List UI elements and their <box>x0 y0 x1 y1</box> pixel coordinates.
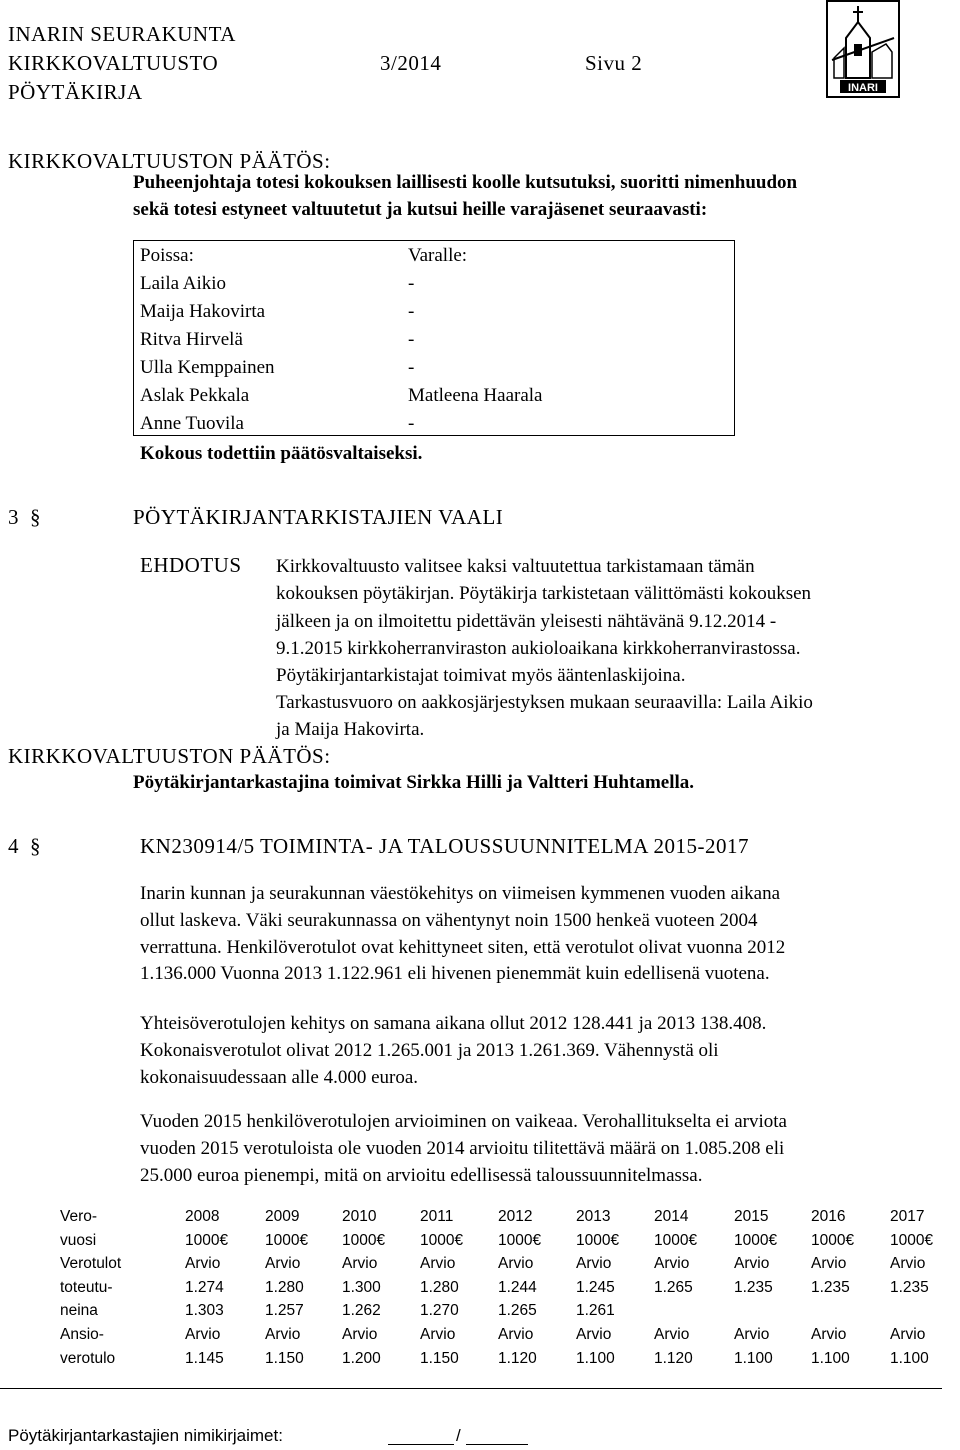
finance-row-label: Ansio- <box>60 1326 104 1343</box>
finance-tax-value: Arvio <box>342 1255 378 1272</box>
body-name: KIRKKOVALTUUSTO <box>8 51 219 75</box>
absent-name: Ritva Hirvelä <box>140 329 243 350</box>
finance-tax-value: 1.265 <box>498 1302 537 1319</box>
finance-tax-value: Arvio <box>498 1255 534 1272</box>
finance-unit: 1000€ <box>576 1231 620 1249</box>
proposal-label: EHDOTUS <box>140 553 242 577</box>
proposal-line: Pöytäkirjantarkistajat toimivat myös ääntenlaskijoina. <box>276 665 686 686</box>
finance-year: 2010 <box>342 1208 377 1225</box>
finance-unit: 1000€ <box>342 1231 386 1249</box>
finance-income-value: Arvio <box>576 1326 612 1343</box>
absent-name: Maija Hakovirta <box>140 301 266 322</box>
substitute-name: - <box>408 329 415 350</box>
finance-income-value: Arvio <box>890 1326 926 1343</box>
paragraph-line: 1.136.000 Vuonna 2013 1.122.961 eli hivenen pienemmät kuin edellisenä vuotena. <box>140 963 770 984</box>
substitute-name: - <box>408 357 415 378</box>
finance-year: 2013 <box>576 1208 611 1225</box>
meeting-number: 3/2014 <box>380 51 442 75</box>
finance-income-value: 1.100 <box>576 1349 615 1367</box>
paragraph-line: vuoden 2015 verotuloista ole vuoden 2014 arvioitu tilitettävä määrä on 1.085.208 eli <box>140 1138 785 1159</box>
proposal-line: Tarkastusvuoro on aakkosjärjestyksen mukaan seuraavilla: Laila Aikio <box>276 692 813 713</box>
paragraph-line: Yhteisöverotulojen kehitys on samana aikana ollut 2012 128.441 ja 2013 138.408. <box>140 1013 767 1034</box>
finance-tax-value: 1.257 <box>265 1302 304 1319</box>
finance-income-value: 1.145 <box>185 1349 224 1367</box>
finance-row-label: toteutu- <box>60 1278 113 1296</box>
item-number: 4 <box>8 834 19 858</box>
finance-tax-value: Arvio <box>265 1255 301 1272</box>
finance-year: 2014 <box>654 1208 689 1225</box>
finance-income-value: Arvio <box>420 1326 456 1343</box>
substitute-name: - <box>408 413 415 434</box>
finance-unit: 1000€ <box>498 1231 542 1249</box>
item-title: KN230914/5 TOIMINTA- JA TALOUSSUUNNITELMA 2015-2017 <box>140 834 749 858</box>
finance-unit: 1000€ <box>265 1231 309 1249</box>
absent-header: Poissa: <box>140 245 194 266</box>
finance-income-value: Arvio <box>265 1326 301 1343</box>
finance-tax-value: 1.274 <box>185 1278 224 1296</box>
substitute-header: Varalle: <box>408 245 468 266</box>
proposal-line: Kirkkovaltuusto valitsee kaksi valtuutettua tarkistamaan tämän <box>276 556 755 577</box>
decision-text-line: sekä totesi estyneet valtuutetut ja kutsui heille varajäsenet seuraavasti: <box>133 199 708 220</box>
paragraph-line: 25.000 euroa pienempi, mitä on arvioitu edellisessä taloussuunnitelmassa. <box>140 1165 703 1186</box>
substitute-name: - <box>408 273 415 294</box>
finance-income-value: 1.100 <box>734 1349 773 1367</box>
item-title: PÖYTÄKIRJANTARKISTAJIEN VAALI <box>133 505 504 529</box>
finance-tax-value: 1.265 <box>654 1278 693 1296</box>
finance-year: 2008 <box>185 1208 220 1225</box>
finance-tax-value: Arvio <box>811 1255 847 1272</box>
finance-tax-value: 1.261 <box>576 1302 615 1319</box>
substitute-name: - <box>408 301 415 322</box>
church-logo <box>826 0 900 98</box>
paragraph-line: verrattuna. Henkilöverotulot ovat kehittyneet siten, että verotulot olivat vuonna 2012 <box>140 937 786 958</box>
finance-income-value: 1.100 <box>890 1349 929 1367</box>
substitute-name: Matleena Haarala <box>408 385 543 406</box>
finance-tax-value: Arvio <box>576 1255 612 1272</box>
finance-tax-value: 1.270 <box>420 1302 459 1319</box>
finance-tax-value: Arvio <box>185 1255 221 1272</box>
finance-year: 2011 <box>420 1208 454 1225</box>
initials-separator: / <box>456 1426 461 1445</box>
finance-income-value: 1.150 <box>420 1349 459 1367</box>
finance-year: 2015 <box>734 1208 769 1225</box>
finance-tax-value: 1.300 <box>342 1278 381 1296</box>
section-sign: § <box>30 834 41 858</box>
initials-blank-1 <box>388 1444 454 1445</box>
decision-heading: KIRKKOVALTUUSTON PÄÄTÖS: <box>8 744 331 768</box>
org-name: INARIN SEURAKUNTA <box>8 22 236 46</box>
finance-income-value: 1.200 <box>342 1349 381 1367</box>
finance-income-value: 1.120 <box>654 1349 693 1367</box>
proposal-line: kokouksen pöytäkirjan. Pöytäkirja tarkistetaan välittömästi kokouksen <box>276 583 812 604</box>
document-type: PÖYTÄKIRJA <box>8 80 143 104</box>
finance-income-value: Arvio <box>654 1326 690 1343</box>
finance-income-value: 1.100 <box>811 1349 850 1367</box>
footer-rule <box>0 1388 942 1389</box>
finance-tax-value: 1.280 <box>265 1278 304 1296</box>
finance-unit: 1000€ <box>811 1231 855 1249</box>
finance-unit: 1000€ <box>654 1231 698 1249</box>
section-sign: § <box>30 505 41 529</box>
absent-name: Ulla Kemppainen <box>140 357 275 378</box>
finance-row-label: Verotulot <box>60 1255 122 1272</box>
finance-tax-value: Arvio <box>890 1255 926 1272</box>
paragraph-line: ollut laskeva. Väki seurakunnassa on vähentynyt noin 1500 henkeä vuoteen 2004 <box>140 910 758 931</box>
finance-row-label: Vero-vuosi <box>60 1208 98 1249</box>
initials-blank-2 <box>466 1444 528 1445</box>
finance-unit: 1000€ <box>734 1231 778 1249</box>
proposal-line: ja Maija Hakovirta. <box>276 719 425 740</box>
finance-year: 2016 <box>811 1208 846 1225</box>
finance-unit: 1000€ <box>185 1231 229 1249</box>
finance-year: 2009 <box>265 1208 300 1225</box>
finance-tax-value: Arvio <box>734 1255 770 1272</box>
finance-tax-value: 1.235 <box>734 1278 773 1296</box>
paragraph-line: Vuoden 2015 henkilöverotulojen arvioiminen on vaikeaa. Verohallitukselta ei arviota <box>140 1111 787 1132</box>
item-number: 3 <box>8 505 19 529</box>
proposal-line: 9.1.2015 kirkkoherranviraston aukioloaikana kirkkoherranvirastossa. <box>276 638 801 659</box>
finance-income-value: Arvio <box>811 1326 847 1343</box>
decision-text: Pöytäkirjantarkastajina toimivat Sirkka Hilli ja Valtteri Huhtamella. <box>133 772 695 793</box>
finance-income-value: 1.150 <box>265 1349 304 1367</box>
finance-year: 2017 <box>890 1208 925 1225</box>
finance-year: 2012 <box>498 1208 533 1225</box>
finance-tax-value: 1.235 <box>811 1278 850 1296</box>
finance-tax-value: Arvio <box>654 1255 690 1272</box>
finance-row-label: neina <box>60 1302 98 1319</box>
paragraph-line: Kokonaisverotulot olivat 2012 1.265.001 ja 2013 1.261.369. Vähennystä oli <box>140 1040 719 1061</box>
absent-name: Laila Aikio <box>140 273 227 294</box>
initials-label: Pöytäkirjantarkastajien nimikirjaimet: <box>8 1426 283 1445</box>
finance-tax-value: 1.244 <box>498 1278 537 1296</box>
quorum-statement: Kokous todettiin päätösvaltaiseksi. <box>140 443 423 464</box>
finance-tax-value: 1.280 <box>420 1278 459 1296</box>
finance-unit: 1000€ <box>420 1231 464 1249</box>
absent-name: Anne Tuovila <box>140 413 244 434</box>
finance-row-label: verotulo <box>60 1349 116 1367</box>
finance-tax-value: 1.235 <box>890 1278 929 1296</box>
finance-income-value: Arvio <box>342 1326 378 1343</box>
finance-tax-value: 1.245 <box>576 1278 615 1296</box>
finance-tax-value: 1.303 <box>185 1302 224 1319</box>
finance-income-value: Arvio <box>498 1326 534 1343</box>
finance-tax-value: 1.262 <box>342 1302 381 1319</box>
paragraph-line: Inarin kunnan ja seurakunnan väestökehitys on viimeisen kymmenen vuoden aikana <box>140 883 781 904</box>
finance-tax-value: Arvio <box>420 1255 456 1272</box>
page-number: Sivu 2 <box>585 51 643 75</box>
finance-unit: 1000€ <box>890 1231 934 1249</box>
logo-text: INARI <box>848 82 878 94</box>
paragraph-line: kokonaisuudessaan alle 4.000 euroa. <box>140 1067 419 1088</box>
decision-text-line: Puheenjohtaja totesi kokouksen laillisesti koolle kutsutuksi, suoritti nimenhuudon <box>133 172 798 193</box>
absent-name: Aslak Pekkala <box>140 385 250 406</box>
proposal-line: jälkeen ja on ilmoitettu pidettävän yleisesti nähtävänä 9.12.2014 - <box>276 611 777 632</box>
decision-heading: KIRKKOVALTUUSTON PÄÄTÖS: <box>8 149 331 173</box>
finance-income-value: Arvio <box>185 1326 221 1343</box>
finance-income-value: Arvio <box>734 1326 770 1343</box>
finance-income-value: 1.120 <box>498 1349 537 1367</box>
